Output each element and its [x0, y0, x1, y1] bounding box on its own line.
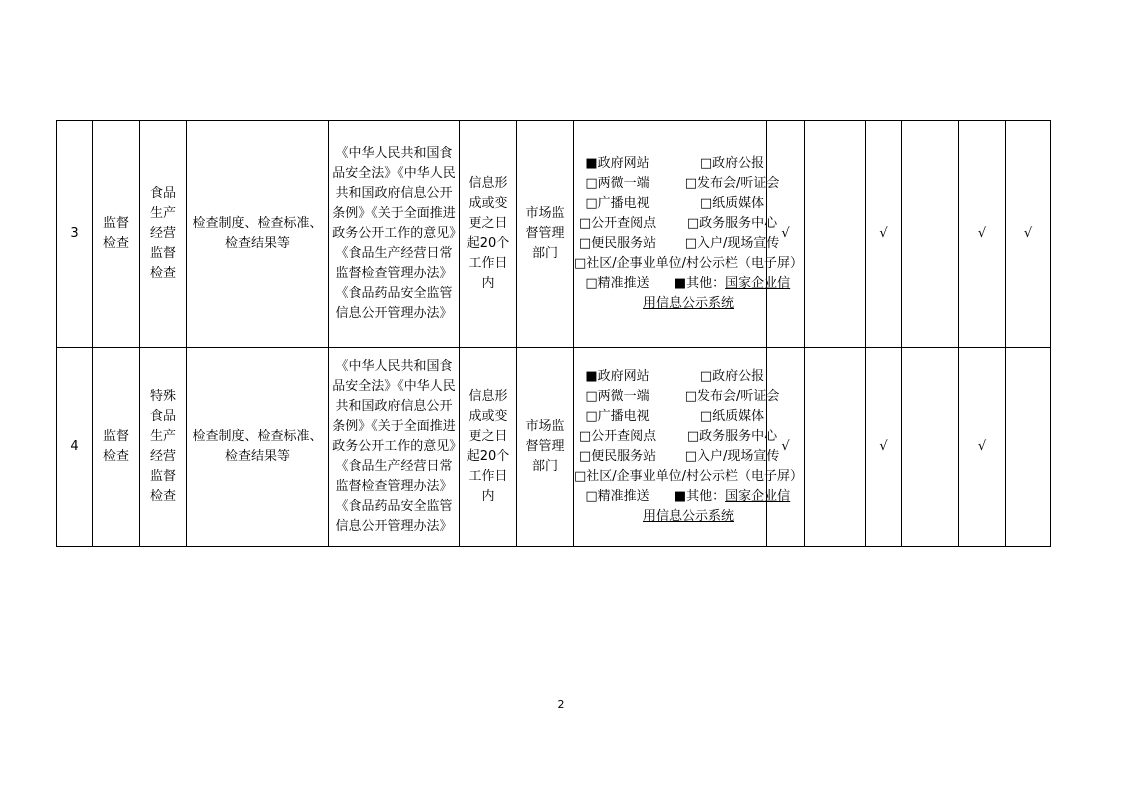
table-row: [57, 121, 1051, 348]
mark-cell-2: [805, 121, 866, 348]
mark-cell-4: [902, 121, 959, 348]
channel-precise-push: □精准推送: [585, 489, 650, 504]
channel-other: [661, 274, 803, 294]
department-cell: 市场监督管理部门: [517, 348, 574, 547]
channel-paper-media: □纸质媒体: [699, 409, 765, 424]
mark-cell-6: √: [1006, 121, 1051, 348]
channel-two-micro: □两微一端: [585, 176, 650, 191]
channel-two-micro: □两微一端: [585, 389, 650, 404]
channel-service-center: □政务服务中心: [686, 429, 778, 444]
channel-radio-tv: □广播电视: [585, 196, 650, 211]
channel-community-board: □社区/企事业单位/村公示栏（电子屏）: [574, 256, 804, 271]
channel-service-station: □便民服务站: [578, 236, 657, 251]
channel-service-station: □便民服务站: [578, 449, 657, 464]
channel-door-to-door: □入户/现场宣传: [684, 236, 780, 251]
channel-other-value-first: 国家企业信: [725, 489, 791, 504]
channel-radio-tv: □广播电视: [585, 409, 650, 424]
channel-other-prefix: ■其他：: [673, 276, 726, 291]
content-cell: 检查制度、检查标准、检查结果等: [187, 121, 329, 348]
channel-other-value-rest: 用信息公示系统: [643, 509, 735, 524]
page-number: 2: [557, 698, 565, 711]
department-cell: 市场监督管理部门: [517, 121, 574, 348]
channel-gov-website: ■政府网站: [585, 156, 650, 171]
channel-precise-push: □精准推送: [585, 276, 650, 291]
mark-cell-5: √: [959, 121, 1006, 348]
channel-service-center: □政务服务中心: [686, 216, 778, 231]
channel-public-reading: □公开查阅点: [578, 429, 657, 444]
channels-cell: [574, 348, 804, 547]
channel-gov-gazette: □政府公报: [699, 156, 765, 171]
time-limit-cell: 信息形成或变更之日起20个工作日内: [460, 348, 517, 547]
content-cell: 检查制度、检查标准、检查结果等: [187, 348, 329, 547]
time-limit-cell: 信息形成或变更之日起20个工作日内: [460, 121, 517, 348]
mark-cell-3: √: [866, 348, 902, 547]
channel-door-to-door: □入户/现场宣传: [684, 449, 780, 464]
category-cell: 监督检查: [93, 348, 140, 547]
channel-press-conference: □发布会/听证会: [684, 389, 780, 404]
channel-community-board: □社区/企事业单位/村公示栏（电子屏）: [574, 469, 804, 484]
table-row: [57, 348, 1051, 547]
mark-cell-1: √: [767, 121, 805, 348]
channel-gov-gazette: □政府公报: [699, 369, 765, 384]
channel-gov-website: ■政府网站: [585, 369, 650, 384]
basis-cell: 《中华人民共和国食品安全法》《中华人民共和国政府信息公开条例》《关于全面推进政务公开工作的意见》《食品生产经营日常监督检查管理办法》《食品药品安全监管信息公开管理办法》: [329, 348, 460, 547]
channel-other: [661, 487, 803, 507]
row-number: 3: [57, 121, 93, 348]
channel-public-reading: □公开查阅点: [578, 216, 657, 231]
row-number: 4: [57, 348, 93, 547]
channel-other-value-first: 国家企业信: [725, 276, 791, 291]
basis-cell: 《中华人民共和国食品安全法》《中华人民共和国政府信息公开条例》《关于全面推进政务公开工作的意见》《食品生产经营日常监督检查管理办法》《食品药品安全监管信息公开管理办法》: [329, 121, 460, 348]
mark-cell-4: [902, 348, 959, 547]
mark-cell-3: √: [866, 121, 902, 348]
mark-cell-1: √: [767, 348, 805, 547]
channel-press-conference: □发布会/听证会: [684, 176, 780, 191]
mark-cell-5: √: [959, 348, 1006, 547]
channel-other-value-rest: 用信息公示系统: [643, 296, 735, 311]
mark-cell-2: [805, 348, 866, 547]
mark-cell-6: [1006, 348, 1051, 547]
disclosure-table: [56, 120, 1051, 547]
item-cell: 食品生产经营监督检查: [140, 121, 187, 348]
channel-paper-media: □纸质媒体: [699, 196, 765, 211]
item-cell: 特殊食品生产经营监督检查: [140, 348, 187, 547]
channel-other-prefix: ■其他：: [673, 489, 726, 504]
category-cell: 监督检查: [93, 121, 140, 348]
channels-cell: [574, 121, 804, 348]
